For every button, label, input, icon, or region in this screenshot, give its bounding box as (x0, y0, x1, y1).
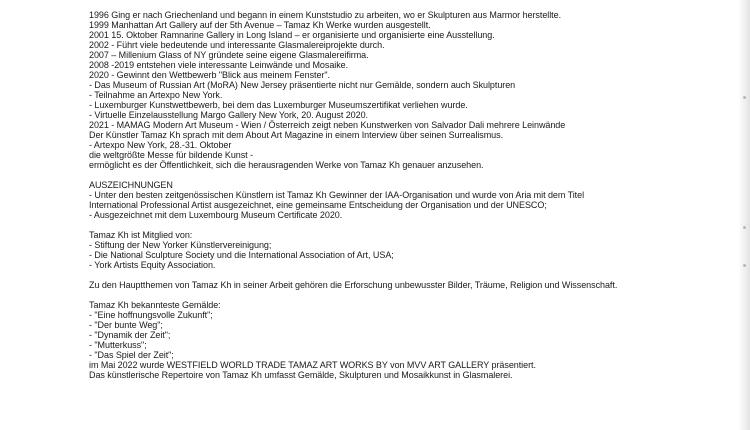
history-line: Der Künstler Tamaz Kh sprach mit dem About Art Magazine in einem Interview über seinen Surrealismus. (89, 130, 504, 140)
history-line: - Virtuelle Einzelausstellung Margo Gallery New York, 20. August 2020. (89, 110, 368, 120)
history-line: 1999 Manhattan Art Gallery auf der 5th Avenue – Tamaz Kh Werke wurden ausgestellt. (89, 20, 431, 30)
paintings-line: - "Dynamik der Zeit"; (89, 330, 171, 340)
paintings-line: Das künstlerische Repertoire von Tamaz Kh umfasst Gemälde, Skulpturen und Mosaikkunst in Glasmalerei. (89, 370, 513, 380)
paintings-section (89, 300, 729, 380)
history-section (89, 10, 729, 170)
edge-dot (743, 264, 746, 267)
paintings-line: - "Der bunte Weg"; (89, 320, 163, 330)
paintings-line: im Mai 2022 wurde WESTFIELD WORLD TRADE TAMAZ ART WORKS BY von MVV ART GALLERY präsentiert. (89, 360, 536, 370)
awards-heading: AUSZEICHNUNGEN (89, 180, 173, 190)
awards-section (89, 180, 729, 220)
history-line: die weltgrößte Messe für bildende Kunst - (89, 150, 254, 160)
edge-dot (743, 226, 746, 229)
history-line: 1996 Ging er nach Griechenland und begann in einem Kunststudio zu arbeiten, wo er Skulpturen aus Marmor herstellte. (89, 10, 562, 20)
membership-line: - York Artists Equity Association. (89, 260, 216, 270)
history-line: 2008 -2019 entstehen viele interessante Leinwände und Mosaike. (89, 60, 349, 70)
history-line: - Teilnahme an Artexpo New York. (89, 90, 223, 100)
membership-line: - Stiftung der New Yorker Künstlervereinigung; (89, 240, 272, 250)
history-line: 2020 - Gewinnt den Wettbewerb "Blick aus meinem Fenster". (89, 70, 330, 80)
history-line: - Luxemburger Kunstwettbewerb, bei dem das Luxemburger Museumszertifikat verliehen wurde. (89, 100, 468, 110)
paintings-heading: Tamaz Kh bekannteste Gemälde: (89, 300, 221, 310)
document-text (89, 10, 729, 380)
history-line: ermöglicht es der Öffentlichkeit, sich die herausragenden Werke von Tamaz Kh genauer anzusehen. (89, 160, 484, 170)
membership-line: - Die National Sculpture Society und die International Association of Art, USA; (89, 250, 394, 260)
history-line: 2007 – Millenium Glass of NY gründete seine eigene Glasmalereifirma. (89, 50, 369, 60)
history-line: 2001 15. Oktober Ramnarine Gallery in Long Island – er organisierte und organisierte eine Ausstellung. (89, 30, 495, 40)
paintings-line: - "Das Spiel der Zeit"; (89, 350, 174, 360)
paintings-line: - "Mutterkuss"; (89, 340, 147, 350)
awards-line: - Unter den besten zeitgenössischen Künstlern ist Tamaz Kh Gewinner der IAA-Organisation und wurde von Aria mit dem Titel (89, 190, 585, 200)
awards-line: - Ausgezeichnet mit dem Luxembourg Museum Certificate 2020. (89, 210, 343, 220)
paintings-line: - "Eine hoffnungsvolle Zukunft"; (89, 310, 213, 320)
edge-dot (743, 96, 746, 99)
page-edge-shadow (738, 0, 750, 430)
history-line: 2021 - MAMAG Modern Art Museum - Wien / Österreich zeigt neben Kunstwerken von Salvador Dali mehrere Leinwände (89, 120, 566, 130)
themes-paragraph: Zu den Hauptthemen von Tamaz Kh in seiner Arbeit gehören die Erforschung unbewusster Bilder, Träume, Religion und Wissenschaft. (89, 280, 618, 290)
awards-line: International Professional Artist ausgezeichnet, eine gemeinsame Entscheidung der Organisation und der UNESCO; (89, 200, 547, 210)
history-line: - Artexpo New York, 28.-31. Oktober (89, 140, 232, 150)
history-line: 2002 - Führt viele bedeutende und interessante Glasmalereiprojekte durch. (89, 40, 385, 50)
membership-heading: Tamaz Kh ist Mitglied von: (89, 230, 193, 240)
membership-section (89, 230, 729, 270)
history-line: - Das Museum of Russian Art (MoRA) New Jersey präsentierte nicht nur Gemälde, sondern auch Skulpturen (89, 80, 516, 90)
